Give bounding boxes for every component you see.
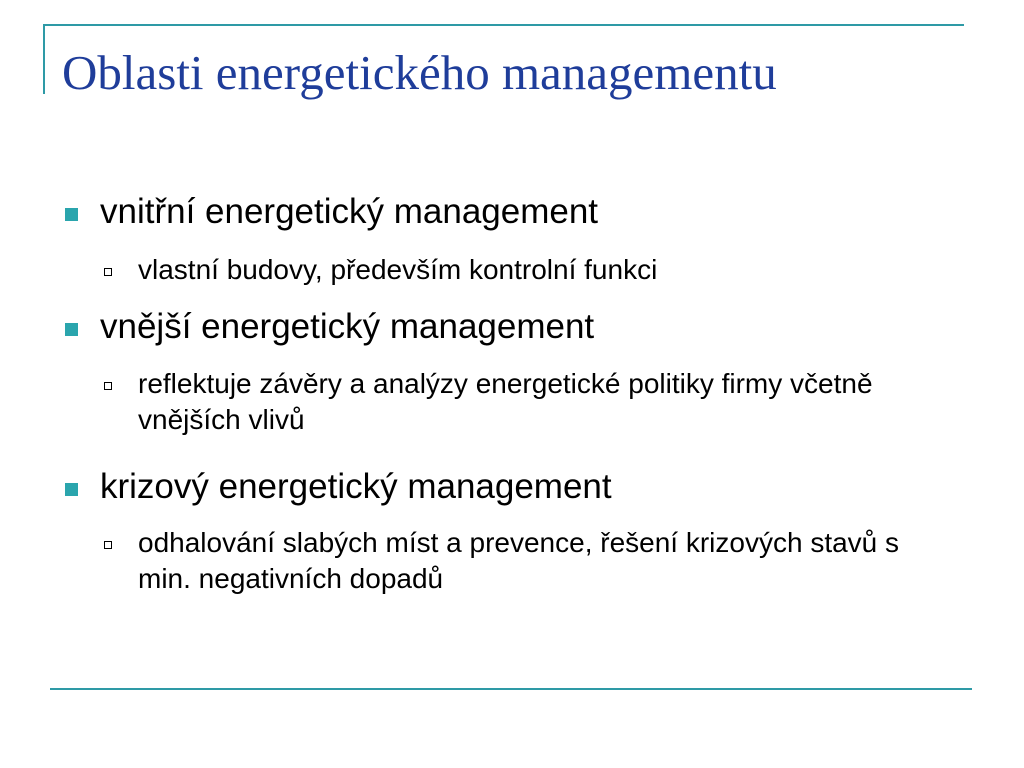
square-bullet-icon xyxy=(65,483,78,496)
sub-item-text: reflektuje závěry a analýzy energetické politiky firmy včetně vnějších vlivů xyxy=(138,368,873,435)
square-bullet-icon xyxy=(65,323,78,336)
sub-item-text: odhalování slabých míst a prevence, řešení krizových stavů s min. negativních dopadů xyxy=(138,527,900,594)
slide-title: Oblasti energetického managementu xyxy=(62,45,777,100)
list-item-label: krizový energetický management xyxy=(100,467,612,506)
frame-bottom-line xyxy=(50,688,972,690)
hollow-square-bullet-icon xyxy=(104,541,112,549)
square-bullet-icon xyxy=(65,208,78,221)
sub-item-text: vlastní budovy, především kontrolní funkci xyxy=(138,254,658,285)
list-item-label: vnitřní energetický management xyxy=(100,192,599,231)
hollow-square-bullet-icon xyxy=(104,382,112,390)
hollow-square-bullet-icon xyxy=(104,268,112,276)
list-item-label: vnější energetický management xyxy=(100,307,595,346)
